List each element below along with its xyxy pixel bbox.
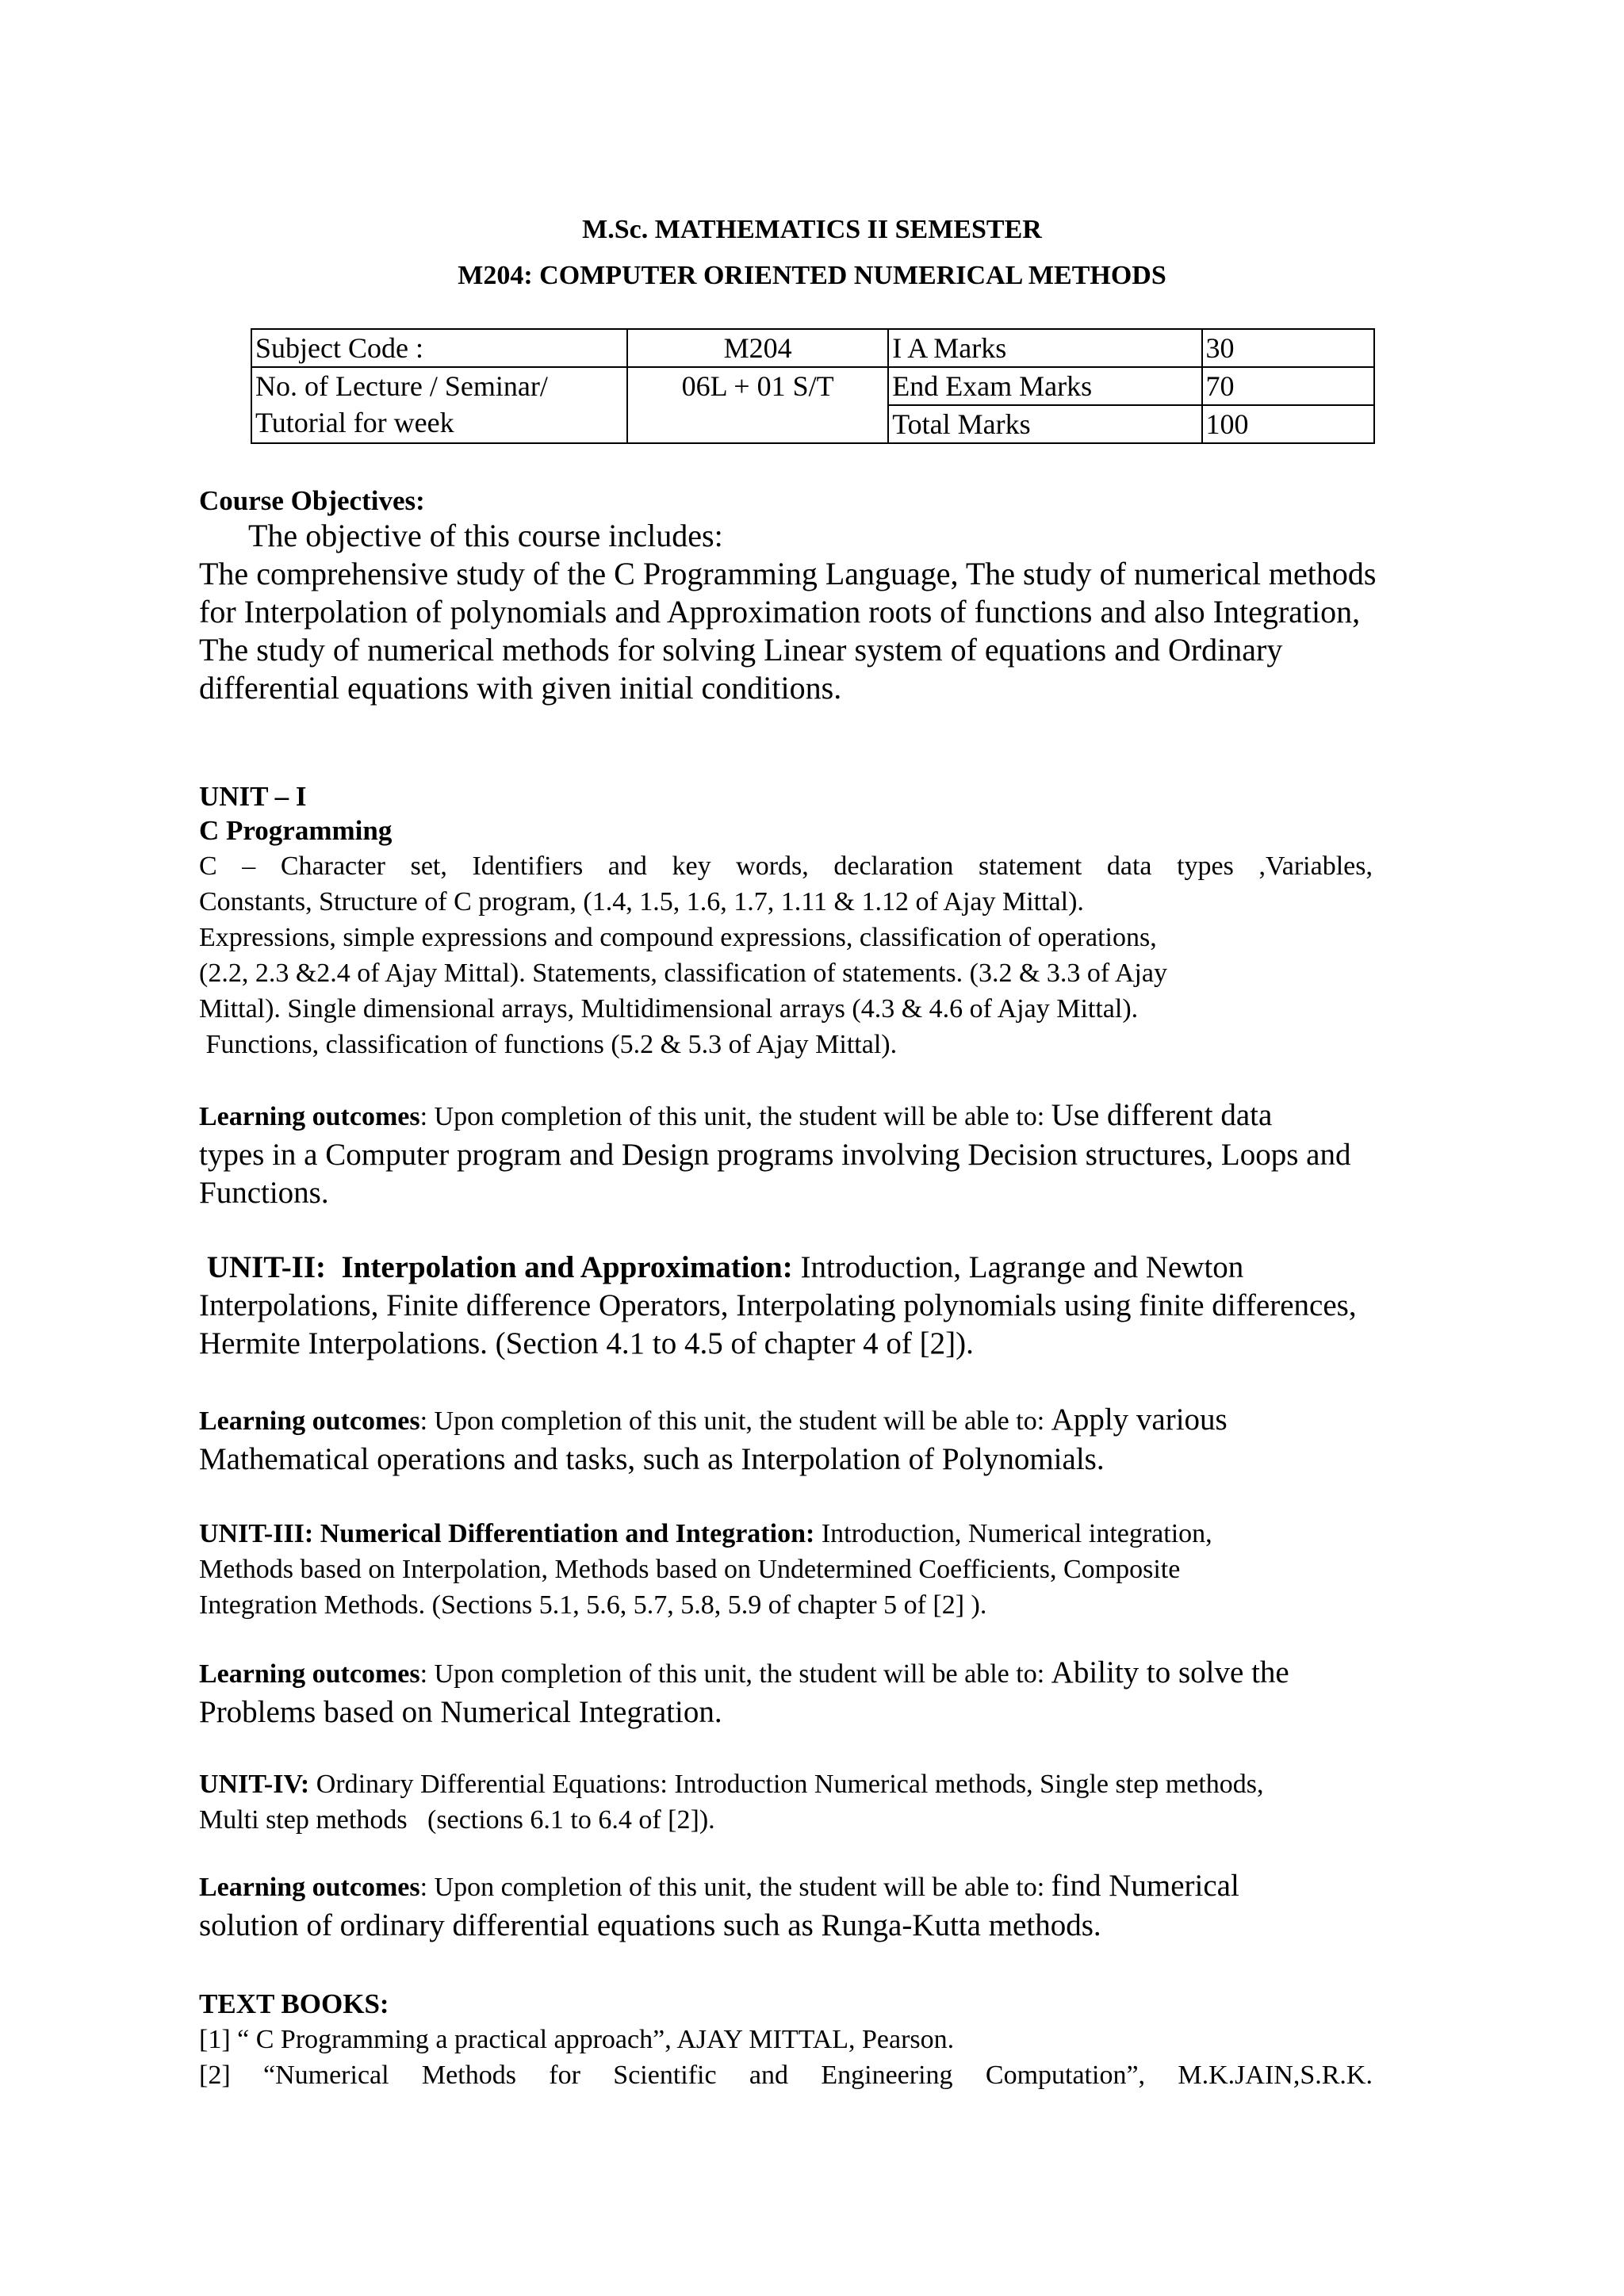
unit1-line: C – Character set, Identifiers and key words, declaration statement data types ,Variables, [199, 851, 1373, 881]
subject-code-label: Subject Code : [251, 329, 627, 367]
lo-text: types in a Computer program and Design programs involving Decision structures, Loops and [199, 1138, 1351, 1172]
lo-text: find Numerical [1051, 1869, 1239, 1903]
objectives-intro: The objective of this course includes: [248, 518, 723, 553]
lo-prefix: : Upon completion of this unit, the student will be able to: [419, 1659, 1051, 1689]
lo-label: Learning outcomes [199, 1873, 420, 1902]
unit3-text: Methods based on Interpolation, Methods based on Undetermined Coefficients, Composite [199, 1555, 1181, 1584]
unit3-text: Introduction, Numerical integration, [814, 1519, 1212, 1548]
list-item: [2] “Numerical Methods for Scientific and Engineering Computation”, M.K.JAIN,S.R.K. [199, 2061, 1373, 2090]
unit1-line: (2.2, 2.3 &2.4 of Ajay Mittal). Statements, classification of statements. (3.2 & 3.3 of Ajay [199, 959, 1167, 988]
table-row [251, 329, 1374, 367]
unit4-heading: UNIT-IV: [199, 1770, 310, 1799]
unit1-line: Mittal). Single dimensional arrays, Multidimensional arrays (4.3 & 4.6 of Ajay Mittal). [199, 994, 1139, 1024]
objectives-heading: Course Objectives: [199, 485, 425, 516]
lo-text: Ability to solve the [1051, 1655, 1289, 1689]
unit2-learning-outcomes [199, 1401, 1436, 1479]
lo-prefix: : Upon completion of this unit, the student will be able to: [419, 1406, 1051, 1436]
objectives-line: differential equations with given initial conditions. [199, 670, 842, 706]
unit4-text: Ordinary Differential Equations: Introduction Numerical methods, Single step methods, [309, 1770, 1264, 1799]
lo-label: Learning outcomes [199, 1102, 420, 1131]
objectives-line: The study of numerical methods for solving Linear system of equations and Ordinary [199, 632, 1283, 668]
lo-text: Problems based on Numerical Integration. [199, 1695, 722, 1729]
lo-text: Mathematical operations and tasks, such as Interpolation of Polynomials. [199, 1442, 1105, 1476]
unit1-heading: UNIT – I [199, 781, 307, 812]
document-title: M.Sc. MATHEMATICS II SEMESTER [582, 215, 1042, 244]
end-exam-label: End Exam Marks [888, 367, 1201, 405]
course-title: M204: COMPUTER ORIENTED NUMERICAL METHODS [458, 261, 1166, 290]
objectives-line: for Interpolation of polynomials and Approximation roots of functions and also Integration, [199, 594, 1361, 629]
lo-label: Learning outcomes [199, 1659, 420, 1689]
text-books-heading: TEXT BOOKS: [199, 1988, 389, 2019]
course-info-table [251, 328, 1375, 444]
total-marks-label: Total Marks [888, 405, 1201, 443]
lecture-value: 06L + 01 S/T [627, 367, 888, 443]
unit4-learning-outcomes [199, 1867, 1436, 1945]
lecture-label-line1: No. of Lecture / Seminar/ [255, 370, 548, 402]
list-item: [1] “ C Programming a practical approach”, AJAY MITTAL, Pearson. [199, 2025, 955, 2054]
unit1-title: C Programming [199, 815, 393, 846]
unit3-heading: UNIT-III: Numerical Differentiation and Integration: [199, 1519, 815, 1548]
unit2-section [199, 1249, 1452, 1363]
unit4-text: Multi step methods (sections 6.1 to 6.4 of [2]). [199, 1805, 715, 1835]
unit2-text: Introduction, Lagrange and Newton [792, 1250, 1244, 1284]
text-books-list [199, 2022, 1373, 2093]
objectives-body [199, 555, 1436, 707]
lecture-label-line2: Tutorial for week [255, 407, 454, 438]
objectives-line: The comprehensive study of the C Programming Language, The study of numerical methods [199, 556, 1377, 591]
ia-marks-label: I A Marks [888, 329, 1201, 367]
unit3-text: Integration Methods. (Sections 5.1, 5.6, 5.7, 5.8, 5.9 of chapter 5 of [2] ). [199, 1590, 987, 1620]
unit1-line: Expressions, simple expressions and compound expressions, classification of operations, [199, 923, 1157, 952]
lecture-label [251, 367, 627, 443]
unit1-learning-outcomes [199, 1096, 1436, 1212]
total-marks-value: 100 [1202, 405, 1374, 443]
lo-text: solution of ordinary differential equations such as Runga-Kutta methods. [199, 1908, 1101, 1942]
unit2-text: Hermite Interpolations. (Section 4.1 to 4.5 of chapter 4 of [2]). [199, 1326, 974, 1360]
lo-label: Learning outcomes [199, 1406, 420, 1436]
lo-prefix: : Upon completion of this unit, the student will be able to: [419, 1102, 1051, 1131]
lo-text: Use different data [1051, 1098, 1273, 1132]
end-exam-value: 70 [1202, 367, 1374, 405]
unit4-section [199, 1766, 1452, 1838]
table-row [251, 367, 1374, 405]
lo-prefix: : Upon completion of this unit, the student will be able to: [419, 1873, 1051, 1902]
unit2-heading: UNIT-II: Interpolation and Approximation: [199, 1250, 793, 1284]
ia-marks-value: 30 [1202, 329, 1374, 367]
unit3-learning-outcomes [199, 1654, 1436, 1732]
unit1-line: Functions, classification of functions (5.2 & 5.3 of Ajay Mittal). [199, 1030, 898, 1059]
unit3-section [199, 1516, 1436, 1623]
unit1-body [199, 848, 1373, 1062]
unit1-line: Constants, Structure of C program, (1.4, 1.5, 1.6, 1.7, 1.11 & 1.12 of Ajay Mittal). [199, 887, 1084, 916]
lo-text: Functions. [199, 1176, 329, 1210]
unit2-text: Interpolations, Finite difference Operators, Interpolating polynomials using finite differences, [199, 1288, 1357, 1322]
lo-text: Apply various [1051, 1402, 1228, 1437]
subject-code-value: M204 [627, 329, 888, 367]
